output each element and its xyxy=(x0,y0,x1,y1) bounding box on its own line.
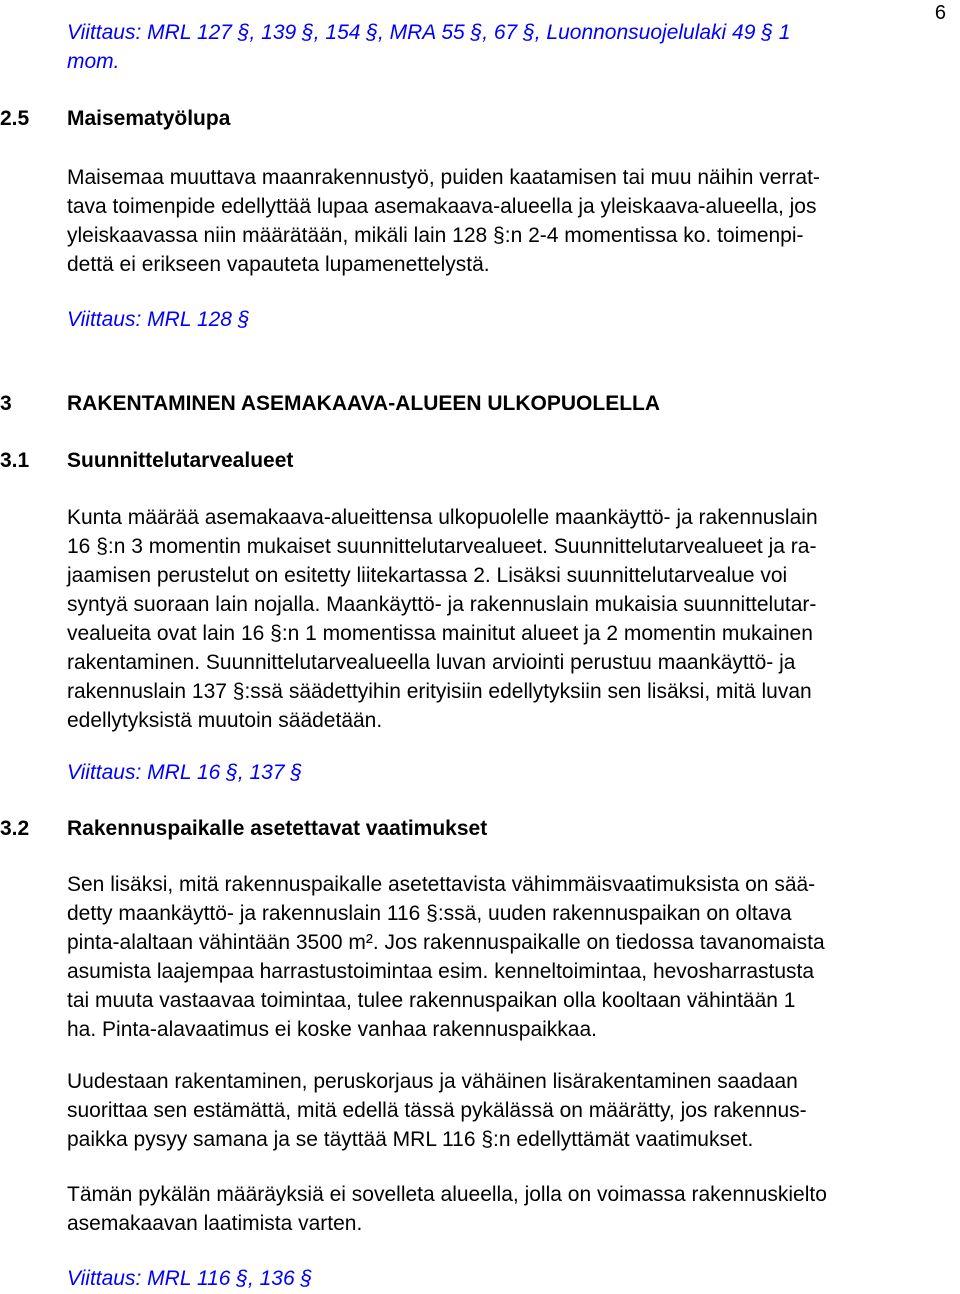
section-number: 3 xyxy=(0,392,12,415)
section-number: 3.1 xyxy=(0,449,30,472)
paragraph-line: Tämän pykälän määräyksiä ei sovelleta alueella, jolla on voimassa rakennuskielto xyxy=(67,1183,827,1206)
section-title: RAKENTAMINEN ASEMAKAAVA-ALUEEN ULKOPUOLELLA xyxy=(67,392,661,415)
paragraph-line: jaamisen perustelut on esitetty liitekartassa 2. Lisäksi suunnittelutarvealue voi xyxy=(67,564,788,587)
paragraph-3-2-first xyxy=(67,870,952,1044)
paragraph-line: Sen lisäksi, mitä rakennuspaikalle asetettavista vähimmäisvaatimuksista on sää- xyxy=(67,873,816,896)
section-title: Suunnittelutarvealueet xyxy=(67,449,294,472)
section-number: 2.5 xyxy=(0,107,30,130)
paragraph-line: tai muuta vastaavaa toimintaa, tulee rakennuspaikan olla kooltaan vähintään 1 xyxy=(67,989,796,1012)
reference-3-2: Viittaus: MRL 116 §, 136 § xyxy=(67,1267,313,1290)
paragraph-line: Maisemaa muuttava maanrakennustyö, puiden kaatamisen tai muu näihin verrat- xyxy=(67,166,820,189)
paragraph-line: yleiskaavassa niin määrätään, mikäli lain 128 §:n 2-4 momentissa ko. toimenpi- xyxy=(67,224,804,247)
reference-top-line: mom. xyxy=(67,50,120,73)
reference-top-line: Viittaus: MRL 127 §, 139 §, 154 §, MRA 55 §, 67 §, Luonnonsuojelulaki 49 § 1 xyxy=(67,21,791,44)
paragraph-3-2-third xyxy=(67,1180,952,1238)
paragraph-line: Kunta määrää asemakaava-alueittensa ulkopuolelle maankäyttö- ja rakennuslain xyxy=(67,506,818,529)
paragraph-line: ha. Pinta-alavaatimus ei koske vanhaa rakennuspaikkaa. xyxy=(67,1018,597,1041)
paragraph-line: pinta-alaltaan vähintään 3500 m². Jos rakennuspaikalle on tiedossa tavanomaista xyxy=(67,931,825,954)
reference-2-5: Viittaus: MRL 128 § xyxy=(67,308,250,331)
paragraph-line: rakentaminen. Suunnittelutarvealueella luvan arviointi perustuu maankäyttö- ja xyxy=(67,651,796,674)
paragraph-line: paikka pysyy samana ja se täyttää MRL 116 §:n edellyttämät vaatimukset. xyxy=(67,1128,754,1151)
section-title: Rakennuspaikalle asetettavat vaatimukset xyxy=(67,817,488,840)
reference-top xyxy=(67,18,937,76)
section-number: 3.2 xyxy=(0,817,30,840)
paragraph-line: tava toimenpide edellyttää lupaa asemakaava-alueella ja yleiskaava-alueella, jos xyxy=(67,195,817,218)
paragraph-2-5 xyxy=(67,163,952,279)
paragraph-line: detty maankäyttö- ja rakennuslain 116 §:ssä, uuden rakennuspaikan on oltava xyxy=(67,902,792,925)
paragraph-line: edellytyksistä muutoin säädetään. xyxy=(67,709,383,732)
paragraph-line: suorittaa sen estämättä, mitä edellä tässä pykälässä on määrätty, jos rakennus- xyxy=(67,1099,807,1122)
paragraph-line: vealueita ovat lain 16 §:n 1 momentissa mainitut alueet ja 2 momentin mukainen xyxy=(67,622,813,645)
paragraph-3-1 xyxy=(67,503,952,735)
paragraph-3-2-second xyxy=(67,1067,952,1154)
paragraph-line: rakennuslain 137 §:ssä säädettyihin erityisiin edellytyksiin sen lisäksi, mitä luvan xyxy=(67,680,812,703)
reference-3-1: Viittaus: MRL 16 §, 137 § xyxy=(67,761,303,784)
paragraph-line: asumista laajempaa harrastustoimintaa esim. kenneltoimintaa, hevosharrastusta xyxy=(67,960,815,983)
section-title: Maisematyölupa xyxy=(67,107,231,130)
paragraph-line: syntyä suoraan lain nojalla. Maankäyttö- ja rakennuslain mukaisia suunnittelutar- xyxy=(67,593,817,616)
page-number: 6 xyxy=(934,2,946,24)
paragraph-line: dettä ei erikseen vapauteta lupamenettelystä. xyxy=(67,253,490,276)
paragraph-line: asemakaavan laatimista varten. xyxy=(67,1212,363,1235)
paragraph-line: Uudestaan rakentaminen, peruskorjaus ja vähäinen lisärakentaminen saadaan xyxy=(67,1070,798,1093)
paragraph-line: 16 §:n 3 momentin mukaiset suunnittelutarvealueet. Suunnittelutarvealueet ja ra- xyxy=(67,535,817,558)
